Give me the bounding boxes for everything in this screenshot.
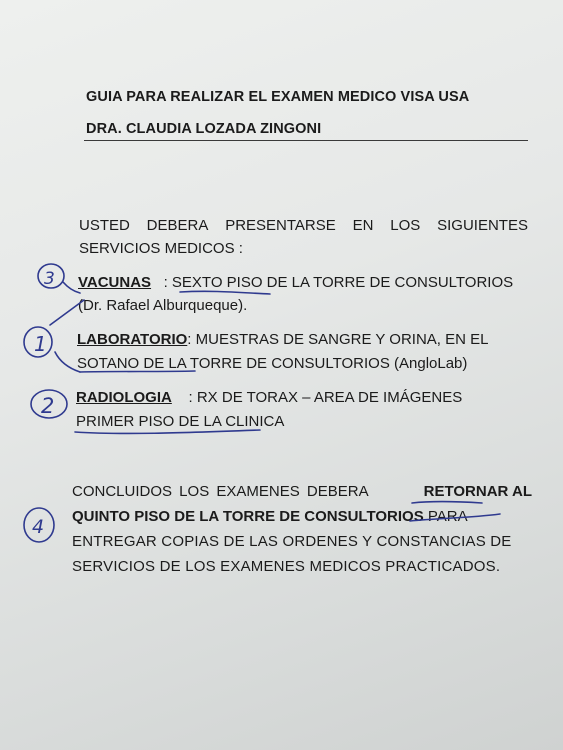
- doctor-name: DRA. CLAUDIA LOZADA ZINGONI: [86, 121, 322, 137]
- service-vacunas: [78, 274, 513, 291]
- service-laboratorio-detail: SOTANO DE LA TORRE DE CONSULTORIOS (AngloLab): [77, 355, 468, 372]
- service-radiologia-detail: PRIMER PISO DE LA CLINICA: [76, 413, 285, 430]
- handwritten-number-1: 1: [34, 332, 47, 356]
- conclusion-emphasis-2: QUINTO PISO DE LA TORRE DE CONSULTORIOS: [72, 508, 424, 525]
- handwritten-circle-4: [24, 508, 54, 542]
- service-radiologia: [76, 389, 462, 406]
- conclusion-emphasis-1: RETORNAR AL: [423, 483, 532, 500]
- service-vacunas-detail: (Dr. Rafael Alburqueque).: [78, 297, 248, 314]
- service-text-laboratorio: : MUESTRAS DE SANGRE Y ORINA, EN EL: [187, 331, 489, 348]
- service-label-laboratorio: LABORATORIO: [77, 331, 188, 348]
- handwritten-circle-3: [38, 264, 64, 288]
- service-label-vacunas: VACUNAS: [78, 274, 152, 291]
- handwritten-number-2: 2: [41, 394, 55, 418]
- conclusion-line-2: QUINTO PISO DE LA TORRE DE CONSULTORIOS PARA: [72, 508, 468, 525]
- intro-line-2: SERVICIOS MEDICOS :: [79, 240, 243, 257]
- handwritten-underline-radiologia: [75, 430, 260, 433]
- handwritten-number-4: 4: [32, 516, 45, 538]
- service-text-radiologia: : RX DE TORAX – AREA DE IMÁGENES: [188, 389, 463, 406]
- handwritten-circle-2: [31, 390, 67, 418]
- service-label-radiologia: RADIOLOGIA: [76, 389, 172, 406]
- service-laboratorio: [77, 331, 488, 348]
- conclusion-line-4: SERVICIOS DE LOS EXAMENES MEDICOS PRACTICADOS.: [72, 558, 501, 575]
- handwritten-number-3: 3: [44, 269, 55, 289]
- conclusion-line-1: CONCLUIDOS LOS EXAMENES DEBERA RETORNAR AL: [72, 483, 532, 500]
- service-text-vacunas: : SEXTO PISO DE LA TORRE DE CONSULTORIOS: [163, 274, 514, 291]
- handwritten-circle-1: [24, 327, 52, 357]
- handwritten-underline-vacunas: [180, 291, 270, 294]
- document-title: GUIA PARA REALIZAR EL EXAMEN MEDICO VISA USA: [86, 89, 470, 105]
- header-rule: [84, 140, 528, 141]
- handwritten-underline-retornar: [412, 502, 482, 504]
- intro-line-1: USTED DEBERA PRESENTARSE EN LOS SIGUIENTES: [79, 217, 528, 234]
- conclusion-line-3: ENTREGAR COPIAS DE LAS ORDENES Y CONSTANCIAS DE: [72, 533, 512, 550]
